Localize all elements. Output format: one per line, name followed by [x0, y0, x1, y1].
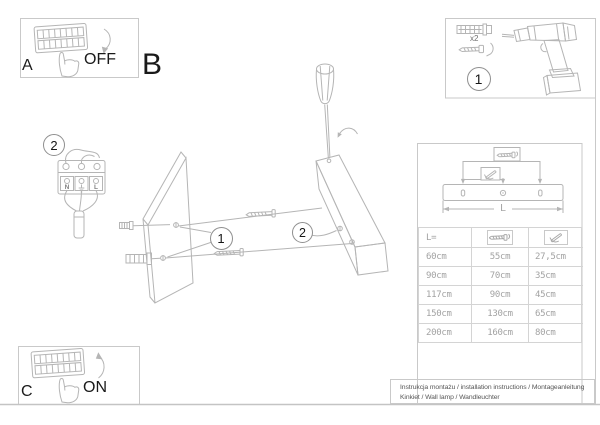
wall-plug-icon: [120, 222, 171, 230]
drill-bit-icon: [544, 230, 568, 245]
assembly-step-2-badge: 2: [292, 222, 313, 243]
table-cell-spacing: 55cm: [471, 247, 528, 266]
table-cell-length: 60cm: [419, 247, 471, 266]
assembly-step-1-badge: 1: [210, 227, 233, 250]
drill-icon: [502, 23, 581, 95]
table-cell-offset: 35cm: [528, 266, 583, 285]
table-cell-spacing: 160cm: [471, 323, 528, 342]
panel-c-action: ON: [83, 379, 107, 396]
table-cell-length: 117cm: [419, 285, 471, 304]
length-dimension-label: L: [494, 203, 512, 214]
wall-plug-icon: [126, 253, 160, 265]
table-cell-length: 150cm: [419, 304, 471, 323]
screw-icon: [459, 45, 483, 52]
breaker-panel-icon: [31, 348, 85, 378]
step-1-badge: 1: [467, 67, 491, 91]
switch-on-arrow-icon: [96, 352, 104, 378]
title-line-2: Kinkiet / Wall lamp / Wandleuchter: [400, 393, 500, 401]
terminal-l-label: L: [94, 184, 98, 191]
table-cell-offset: 27,5cm: [528, 247, 583, 266]
allen-key-icon: [487, 43, 494, 56]
table-header-length: L=: [426, 232, 437, 243]
table-header-offset: [528, 228, 583, 247]
terminal-n-label: N: [64, 184, 70, 191]
table-cell-spacing: 130cm: [471, 304, 528, 323]
anchor-quantity: x2: [470, 33, 479, 43]
hand-icon: [59, 378, 79, 402]
mounting-screw-icon: [246, 210, 275, 217]
table-cell-spacing: 70cm: [471, 266, 528, 285]
table-cell-offset: 80cm: [528, 323, 583, 342]
table-cell-offset: 65cm: [528, 304, 583, 323]
terminal-block: [58, 149, 105, 238]
rotate-arrow-icon: [338, 128, 358, 138]
title-block: [390, 379, 595, 404]
table-cell-length: 90cm: [419, 266, 471, 285]
breaker-panel-icon: [34, 23, 88, 53]
screw-icon: [487, 230, 513, 245]
parts-panel-frame: [446, 19, 596, 99]
panel-a-label: A: [22, 57, 33, 74]
step-2-badge: 2: [43, 134, 65, 156]
table-cell-length: 200cm: [419, 323, 471, 342]
panel-c-label: C: [21, 383, 33, 400]
hand-icon: [59, 52, 79, 76]
section-b-label: B: [142, 48, 163, 81]
screwdriver-icon: [316, 64, 334, 158]
spec-table: [418, 227, 582, 343]
wire-loop: [81, 155, 94, 163]
panel-a-action: OFF: [84, 51, 116, 68]
title-line-1: Instrukcja montażu / installation instructions / Montageanleitung: [400, 384, 585, 391]
wall-lamp-body: [316, 155, 388, 275]
power-cable: [74, 211, 84, 238]
table-cell-offset: 45cm: [528, 285, 583, 304]
table-cell-spacing: 90cm: [471, 285, 528, 304]
table-header-spacing: [471, 228, 528, 247]
